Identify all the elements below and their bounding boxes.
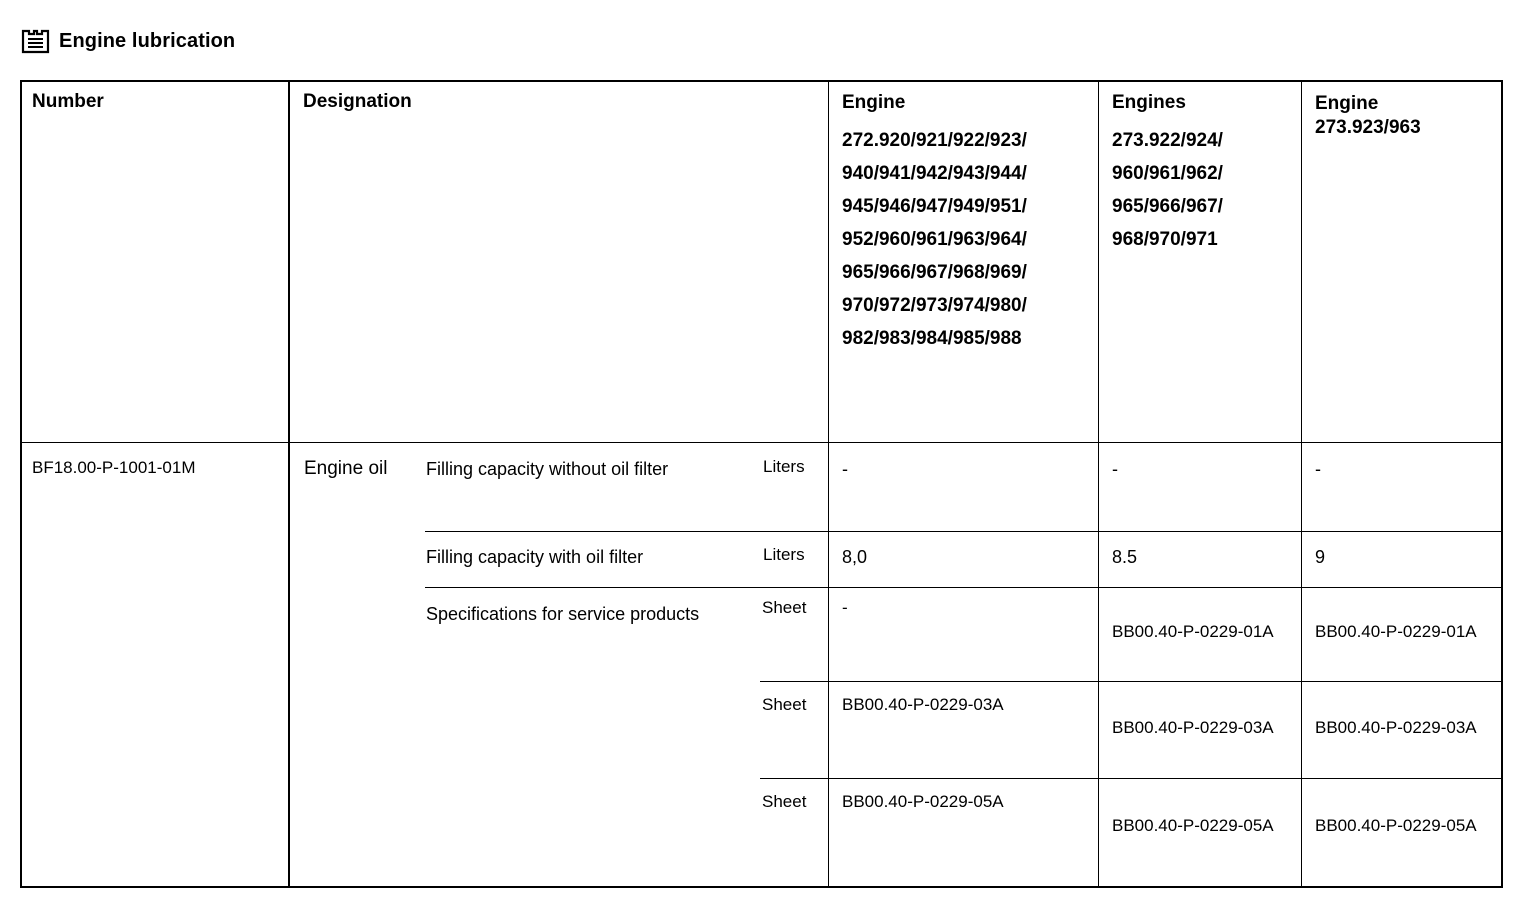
row-label-0: Filling capacity without oil filter [426, 459, 669, 479]
header-engine-col1 [842, 92, 1082, 355]
row-value-2-col3: BB00.40-P-0229-01A [1315, 622, 1477, 641]
header-engine-col2 [1112, 92, 1292, 256]
group-label: Engine oil [304, 458, 388, 479]
row-value-1-col1: 8,0 [842, 547, 868, 567]
row-value-3-col3: BB00.40-P-0229-03A [1315, 718, 1477, 737]
header-col1-models: 272.920/921/922/923/ 940/941/942/943/944/ 945/946/947/949/951/ 952/960/961/963/964/ 965/966/967/968/969/ 970/972/973/974/980/ 982/983/984/985/988 [842, 130, 1027, 349]
row-value-4-col3: BB00.40-P-0229-05A [1315, 816, 1477, 835]
lubrication-table [20, 80, 1503, 888]
row-unit-4: Sheet [762, 792, 807, 811]
header-col3-models: 273.923/963 [1315, 117, 1421, 138]
row-value-0-col2: - [1112, 459, 1118, 479]
list-document-icon [21, 28, 50, 54]
section-header [21, 28, 235, 54]
section-title: Engine lubrication [59, 29, 236, 52]
header-col2-models: 273.922/924/ 960/961/962/ 965/966/967/ 968/970/971 [1112, 130, 1223, 250]
row-unit-0: Liters [763, 457, 805, 476]
row-value-3-col2: BB00.40-P-0229-03A [1112, 718, 1274, 737]
row-value-1-col2: 8.5 [1112, 547, 1138, 567]
row-value-4-col2: BB00.40-P-0229-05A [1112, 816, 1274, 835]
header-col2-title: Engines [1112, 92, 1186, 113]
row-value-2-col1: - [842, 598, 848, 617]
row-value-3-col1: BB00.40-P-0229-03A [842, 695, 1004, 714]
header-engine-col3 [1315, 92, 1495, 140]
row-value-2-col2: BB00.40-P-0229-01A [1112, 622, 1274, 641]
row-unit-1: Liters [763, 545, 805, 564]
row-label-2: Specifications for service products [426, 604, 700, 624]
header-col1-title: Engine [842, 92, 906, 113]
row-value-1-col3: 9 [1315, 547, 1326, 567]
header-col3-title: Engine [1315, 93, 1379, 114]
header-number: Number [32, 91, 104, 112]
row-label-1: Filling capacity with oil filter [426, 547, 644, 567]
header-designation: Designation [303, 91, 412, 112]
row-value-0-col3: - [1315, 459, 1321, 479]
row-unit-3: Sheet [762, 695, 807, 714]
row-value-0-col1: - [842, 459, 848, 479]
row-value-4-col1: BB00.40-P-0229-05A [842, 792, 1004, 811]
part-number: BF18.00-P-1001-01M [32, 458, 196, 477]
row-unit-2: Sheet [762, 598, 807, 617]
